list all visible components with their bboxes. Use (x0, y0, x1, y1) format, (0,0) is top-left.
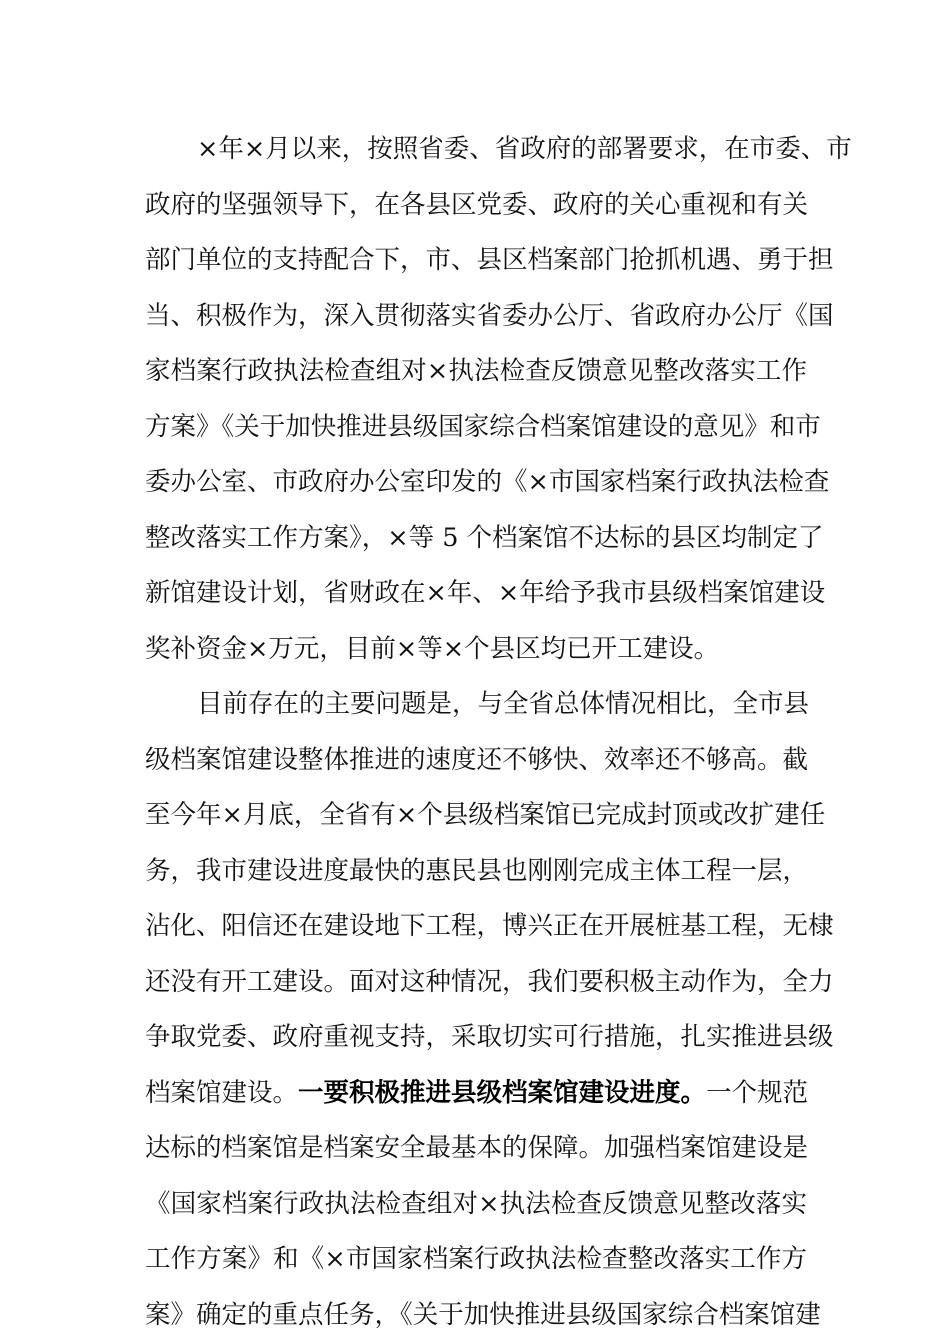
text-segment: 争取党委、政府重视支持，采取切实可行措施，扎实推进县级 (145, 1022, 834, 1052)
text-segment: 整改落实工作方案》，×等 5 个档案馆不达标的县区均制定了 (145, 522, 824, 553)
text-segment: 案》确定的重点任务，《关于加快推进县级国家综合档案馆建 (145, 1299, 821, 1330)
text-segment: 至今年×月底，全省有×个县级档案馆已完成封顶或改扩建任 (145, 800, 826, 830)
text-segment: 沾化、阳信还在建设地下工程，博兴正在开展桩基工程，无棣 (145, 911, 834, 941)
text-segment: 奖补资金×万元，目前×等×个县区均已开工建设。 (145, 633, 720, 664)
bold-heading-text: 一要积极推进县级档案馆建设进度。 (298, 1077, 707, 1108)
paragraph (145, 122, 852, 677)
text-segment: 委办公室、市政府办公室印发的《×市国家档案行政执法检查 (145, 467, 830, 497)
document-body (145, 122, 852, 1343)
text-line (145, 1177, 807, 1233)
text-segment: 档案馆建设。 (145, 1077, 299, 1108)
text-line (145, 1121, 807, 1177)
text-line (145, 1010, 834, 1066)
paragraph (145, 677, 834, 1343)
text-segment: 达标的档案馆是档案安全最基本的保障。加强档案馆建设是 (145, 1133, 809, 1163)
text-line (145, 1232, 807, 1288)
text-segment: 目前存在的主要问题是，与全省总体情况相比，全市县 (197, 689, 810, 719)
text-segment: 政府的坚强领导下，在各县区党委、政府的关心重视和有关 (145, 189, 809, 220)
text-segment: ×年×月以来，按照省委、省政府的部署要求，在市委、市 (197, 134, 852, 164)
text-segment: 《国家档案行政执法检查组对×执法检查反馈意见整改落实 (145, 1188, 807, 1219)
text-segment: 部门单位的支持配合下，市、县区档案部门抢抓机遇、勇于担 (145, 245, 834, 275)
text-line (145, 677, 810, 733)
text-line (145, 622, 807, 678)
text-line (145, 955, 834, 1011)
text-line (145, 511, 824, 567)
text-segment: 务，我市建设进度最快的惠民县也刚刚完成主体工程一层， (145, 855, 809, 886)
text-line (145, 1066, 807, 1122)
text-line (145, 178, 807, 234)
text-segment: 一个规范 (706, 1077, 809, 1108)
text-line (145, 899, 834, 955)
text-line (145, 788, 826, 844)
text-line (145, 233, 834, 289)
text-line (145, 1288, 821, 1344)
text-segment: 工作方案》和《×市国家档案行政执法检查整改落实工作方 (145, 1244, 807, 1274)
text-line (145, 844, 807, 900)
text-line (145, 400, 821, 456)
text-line (145, 344, 807, 400)
text-segment: 还没有开工建设。面对这种情况，我们要积极主动作为，全力 (145, 966, 834, 997)
document-page (145, 122, 852, 1343)
text-line (145, 733, 807, 789)
text-line (145, 122, 852, 178)
text-segment: 家档案行政执法检查组对×执法检查反馈意见整改落实工作 (145, 356, 807, 386)
text-segment: 新馆建设计划，省财政在×年、×年给予我市县级档案馆建设 (145, 578, 826, 608)
text-segment: 当、积极作为，深入贯彻落实省委办公厅、省政府办公厅《国 (145, 300, 834, 331)
text-line (145, 289, 834, 345)
text-line (145, 455, 830, 511)
text-segment: 方案》《关于加快推进县级国家综合档案馆建设的意见》和市 (145, 411, 821, 442)
text-line (145, 566, 826, 622)
text-segment: 级档案馆建设整体推进的速度还不够快、效率还不够高。截 (145, 744, 809, 775)
